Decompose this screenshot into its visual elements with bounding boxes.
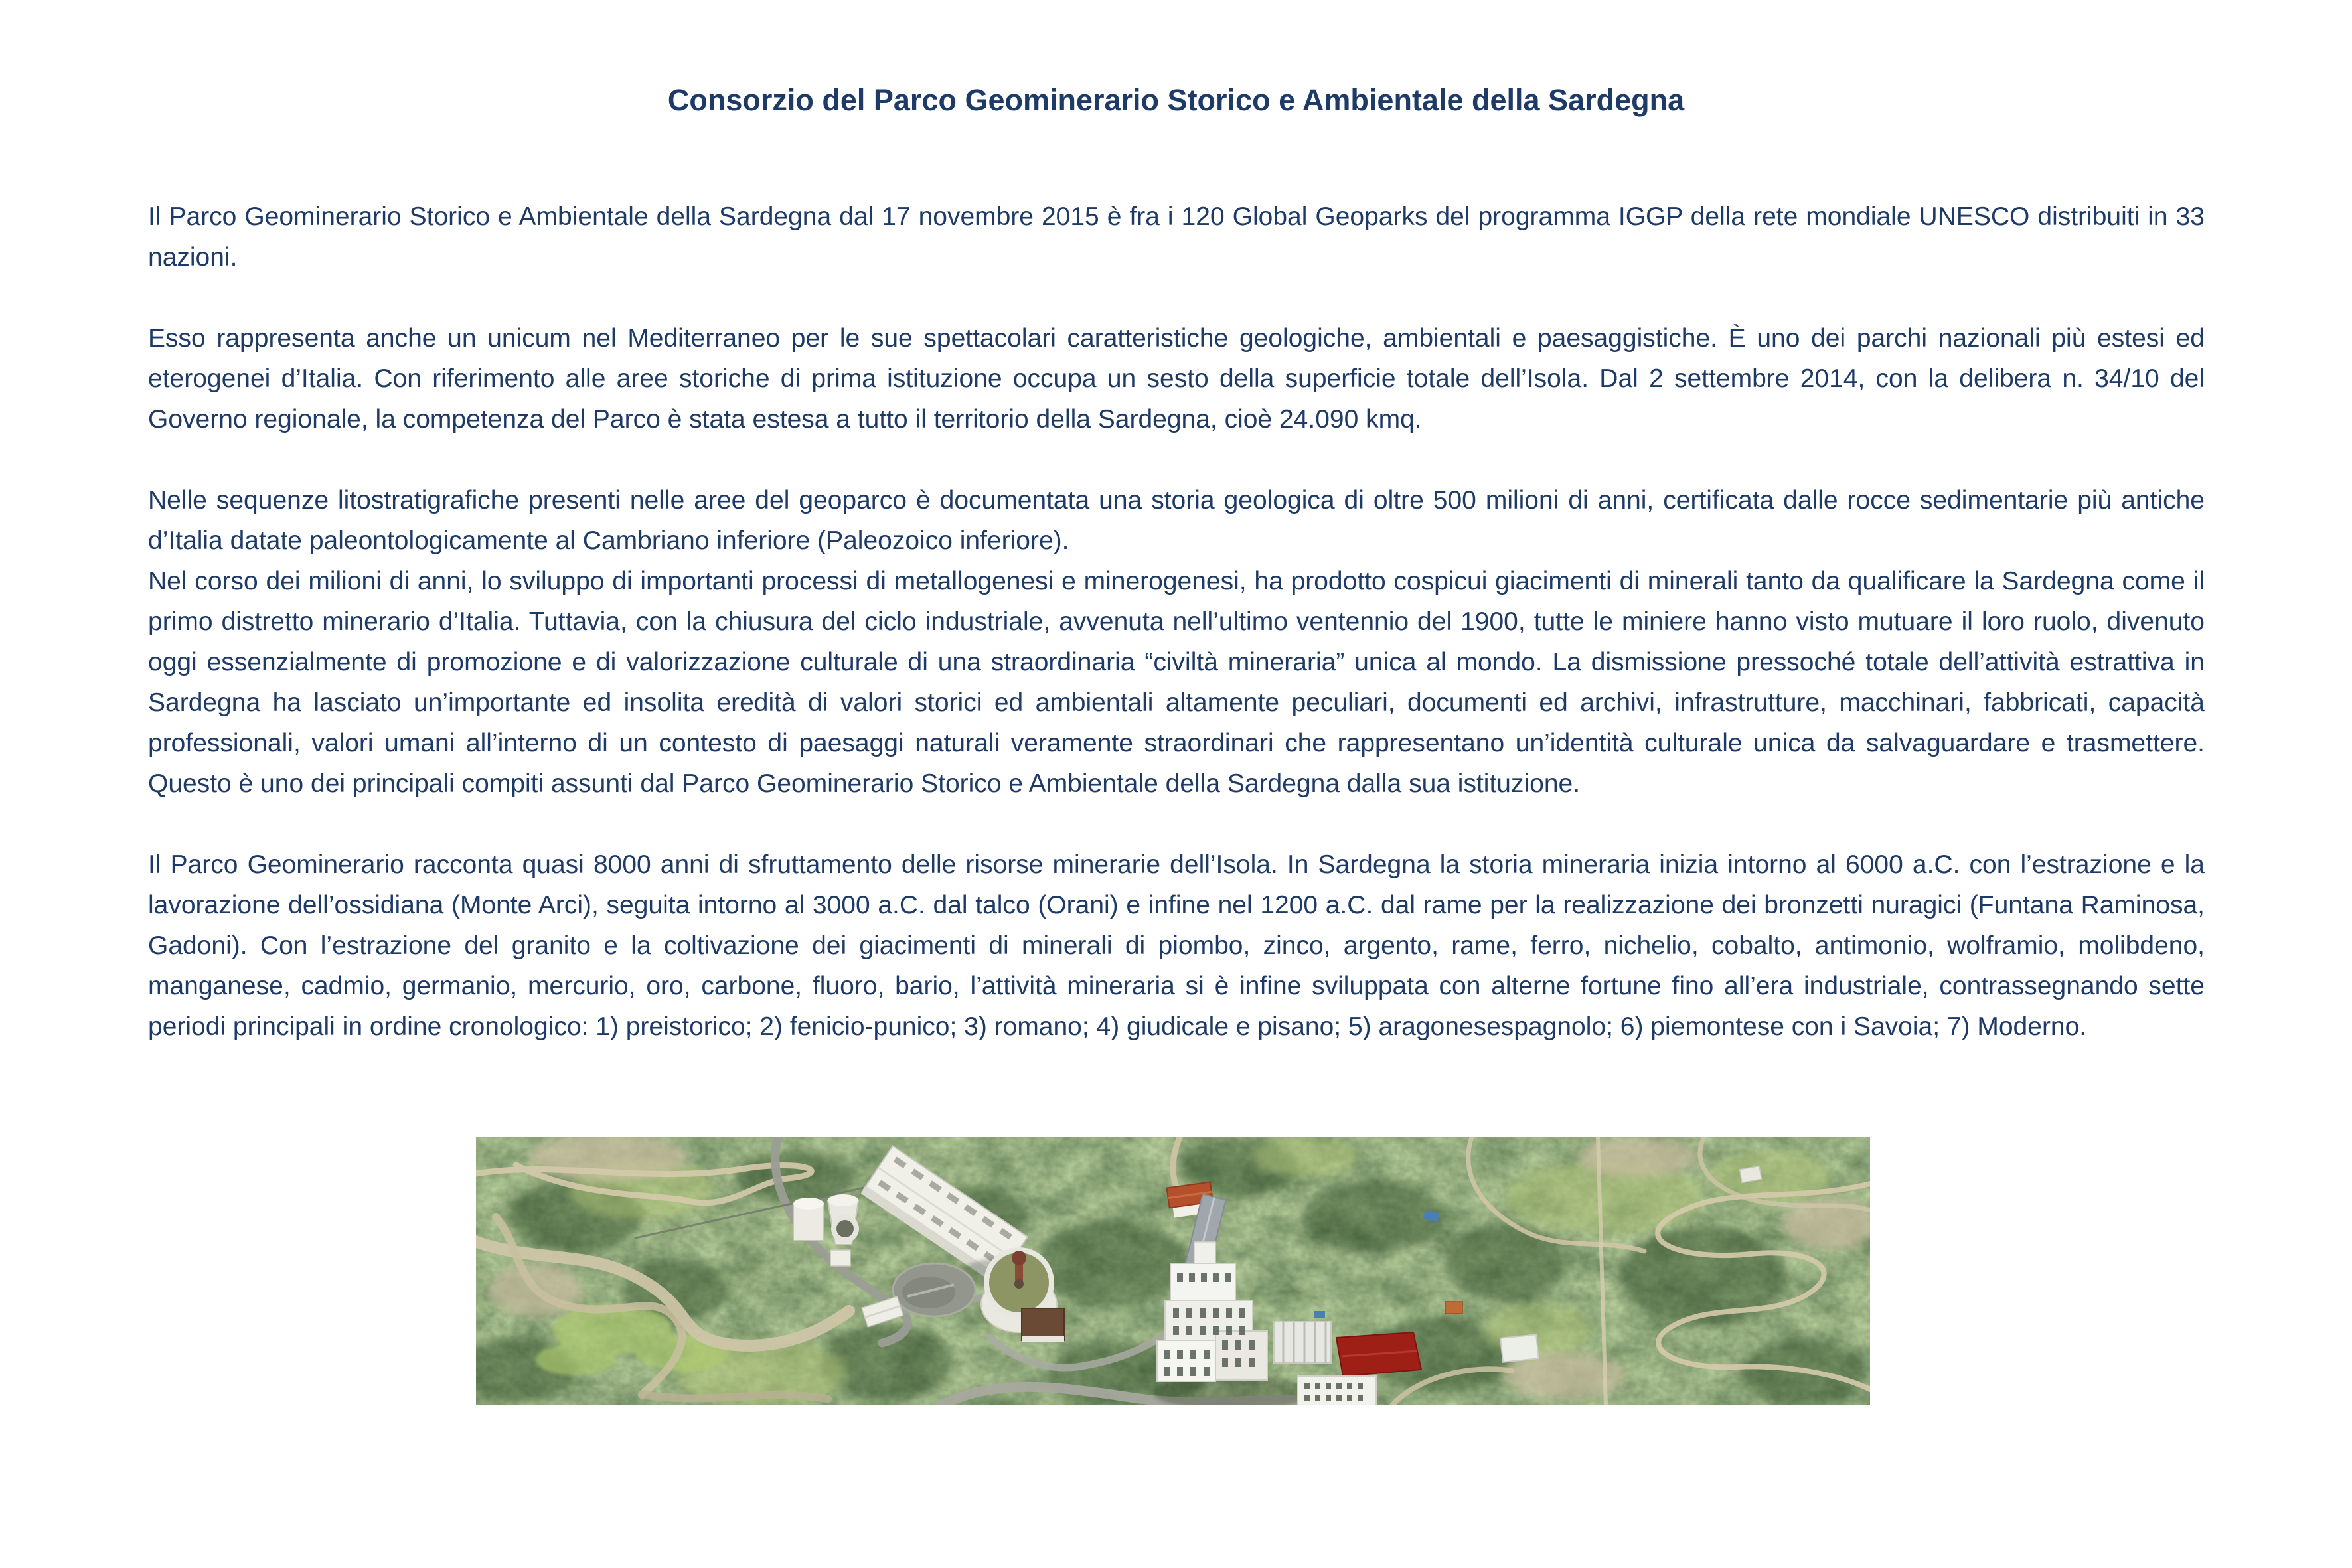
document-body <box>148 196 2205 1087</box>
paragraph-8000-anni: Il Parco Geominerario racconta quasi 8000 anni di sfruttamento delle risorse minerarie dell’Isola. In Sardegna la storia mineraria inizia intorno al 6000 a.C. con l’estrazione e la lavorazione dell’ossidiana (Monte Arci), seguita intorno al 3000 a.C. dal talco (Orani) e infine nel 1200 a.C. dal rame per la realizzazione dei bronzetti nuragici (Funtana Raminosa, Gadoni). Con l’estrazione del granito e la coltivazione dei giacimenti di minerali di piombo, zinco, argento, rame, ferro, nichelio, cobalto, antimonio, wolframio, molibdeno, manganese, cadmio, germanio, mercurio, oro, carbone, fluoro, bario, l’attività mineraria si è infine sviluppata con alterne fortune fino all’era industriale, contrassegnando sette periodi principali in ordine cronologico: 1) preistorico; 2) fenicio-punico; 3) romano; 4) giudicale e pisano; 5) aragonesespagnolo; 6) piemontese con i Savoia; 7) Moderno. <box>148 850 2205 1041</box>
paragraph-civilta-mineraria: Nel corso dei milioni di anni, lo sviluppo di importanti processi di metallogenesi e minerogenesi, ha prodotto cospicui giacimenti di minerali tanto da qualificare la Sardegna come il primo distretto minerario d’Italia. Tuttavia, con la chiusura del ciclo industriale, avvenuta nell’ultimo ventennio del 1900, tutte le miniere hanno visto mutuare il loro ruolo, divenuto oggi essenzialmente di promozione e di valorizzazione culturale di una straordinaria “civiltà mineraria” unica al mondo. La dismissione pressoché totale dell’attività estrattiva in Sardegna ha lasciato un’importante ed insolita eredità di valori storici ed ambientali altamente peculiari, documenti ed archivi, infrastrutture, macchinari, fabbricati, capacità professionali, valori umani all’interno di un contesto di paesaggi naturali veramente straordinari che rappresentano un’identità culturale unica da salvaguardare e trasmettere. Questo è uno dei principali compiti assunti dal Parco Geominerario Storico e Ambientale della Sardegna dalla sua istituzione. <box>148 567 2205 798</box>
white-windowed-building <box>1298 1376 1376 1405</box>
document-title: Consorzio del Parco Geominerario Storico e Ambientale della Sardegna <box>667 83 1685 117</box>
aerial-photo <box>476 1137 1870 1405</box>
old-thickener-pad <box>893 1263 975 1316</box>
paragraph-storia-geologica: Nelle sequenze litostratigrafiche presenti nelle aree del geoparco è documentata una storia geologica di oltre 500 milioni di anni, certificata dalle rocce sedimentarie più antiche d’Italia datate paleontologicamente al Cambriano inferiore (Paleozoico inferiore). <box>148 486 2205 555</box>
paragraph-unicum-mediterraneo: Esso rappresenta anche un unicum nel Mediterraneo per le sue spettacolari caratteristiche geologiche, ambientali e paesaggistiche. È uno dei parchi nazionali più estesi ed eterogenei d’Italia. Con riferimento alle aree storiche di prima istituzione occupa un sesto della superficie totale dell’Isola. Dal 2 settembre 2014, con la delibera n. 34/10 del Governo regionale, la competenza del Parco è stata estesa a tutto il territorio della Sardegna, cioè 24.090 kmq. <box>148 324 2205 433</box>
red-roof-warehouse <box>1336 1332 1421 1376</box>
paragraph-unesco-geoparks: Il Parco Geominerario Storico e Ambientale della Sardegna dal 17 novembre 2015 è fra i 120 Global Geoparks del programma IGGP della rete mondiale UNESCO distribuiti in 33 nazioni. <box>148 202 2205 272</box>
brown-roof-shed <box>1022 1308 1064 1342</box>
